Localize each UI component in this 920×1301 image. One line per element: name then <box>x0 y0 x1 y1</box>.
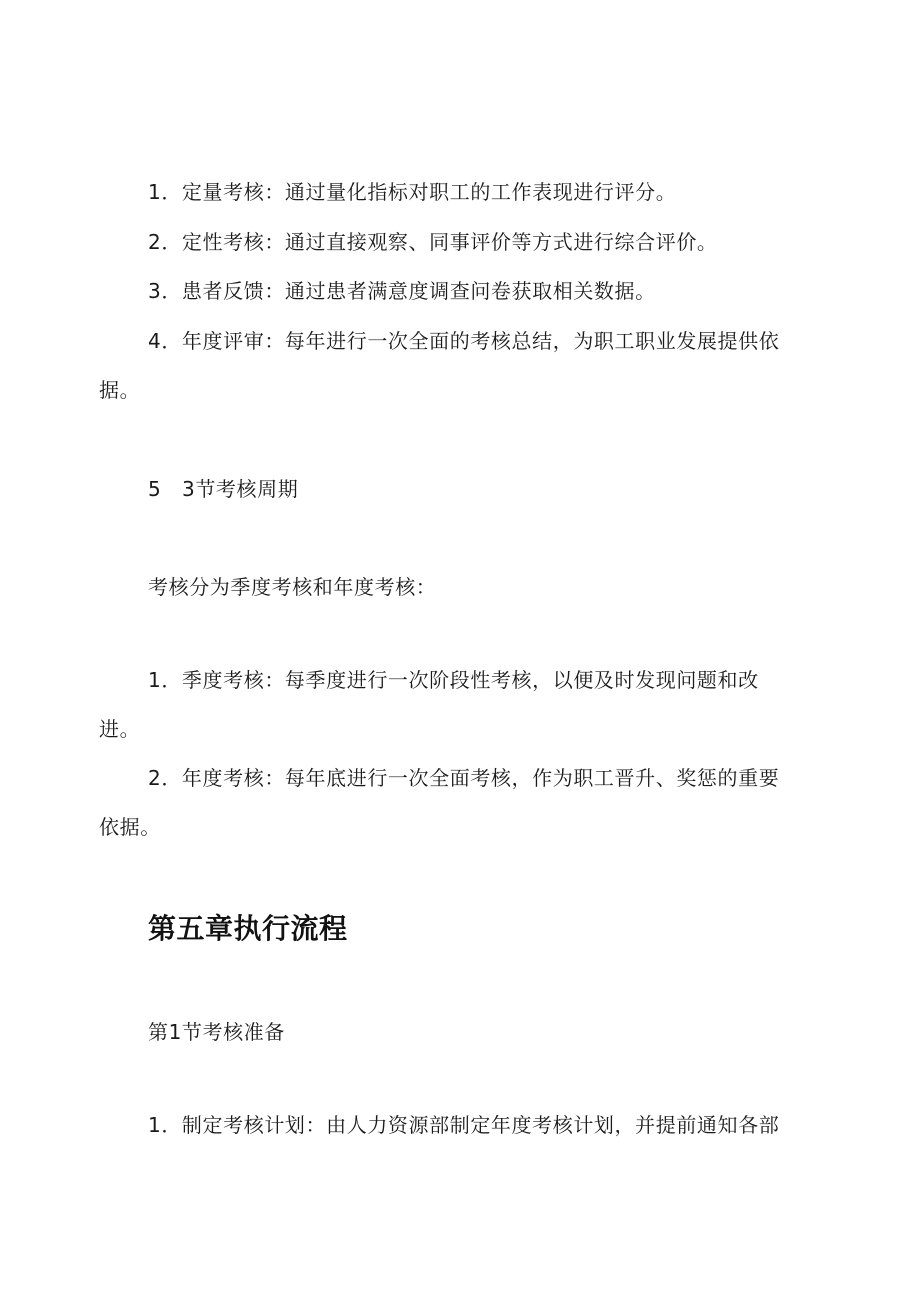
section-heading-5-3 <box>148 475 298 503</box>
cycle-item-1-line-1: 1．季度考核：每季度进行一次阶段性考核，以便及时发现问题和改 <box>148 668 759 692</box>
section-heading-5-1: 第1节考核准备 <box>148 1020 285 1044</box>
chapter-title: 第五章执行流程 <box>148 912 348 945</box>
cycle-item-2-line-2: 依据。 <box>99 815 161 839</box>
section-title: 3节考核周期 <box>182 477 299 501</box>
cycle-item-1-line-2: 进。 <box>99 717 141 741</box>
cycle-item-2-line-1: 2．年度考核：每年底进行一次全面考核，作为职工晋升、奖惩的重要 <box>148 766 780 790</box>
method-item-4-line-2: 据。 <box>99 378 141 402</box>
method-item-4-line-1: 4．年度评审：每年进行一次全面的考核总结，为职工职业发展提供依 <box>148 329 780 353</box>
method-item-1: 1．定量考核：通过量化指标对职工的工作表现进行评分。 <box>148 180 677 204</box>
section-number: 5 <box>148 477 162 501</box>
prep-item-1-line-1: 1．制定考核计划：由人力资源部制定年度考核计划，并提前通知各部 <box>148 1113 780 1137</box>
cycle-intro: 考核分为季度考核和年度考核： <box>148 575 437 599</box>
method-item-3: 3．患者反馈：通过患者满意度调查问卷获取相关数据。 <box>148 279 656 303</box>
method-item-2: 2．定性考核：通过直接观察、同事评价等方式进行综合评价。 <box>148 230 718 254</box>
